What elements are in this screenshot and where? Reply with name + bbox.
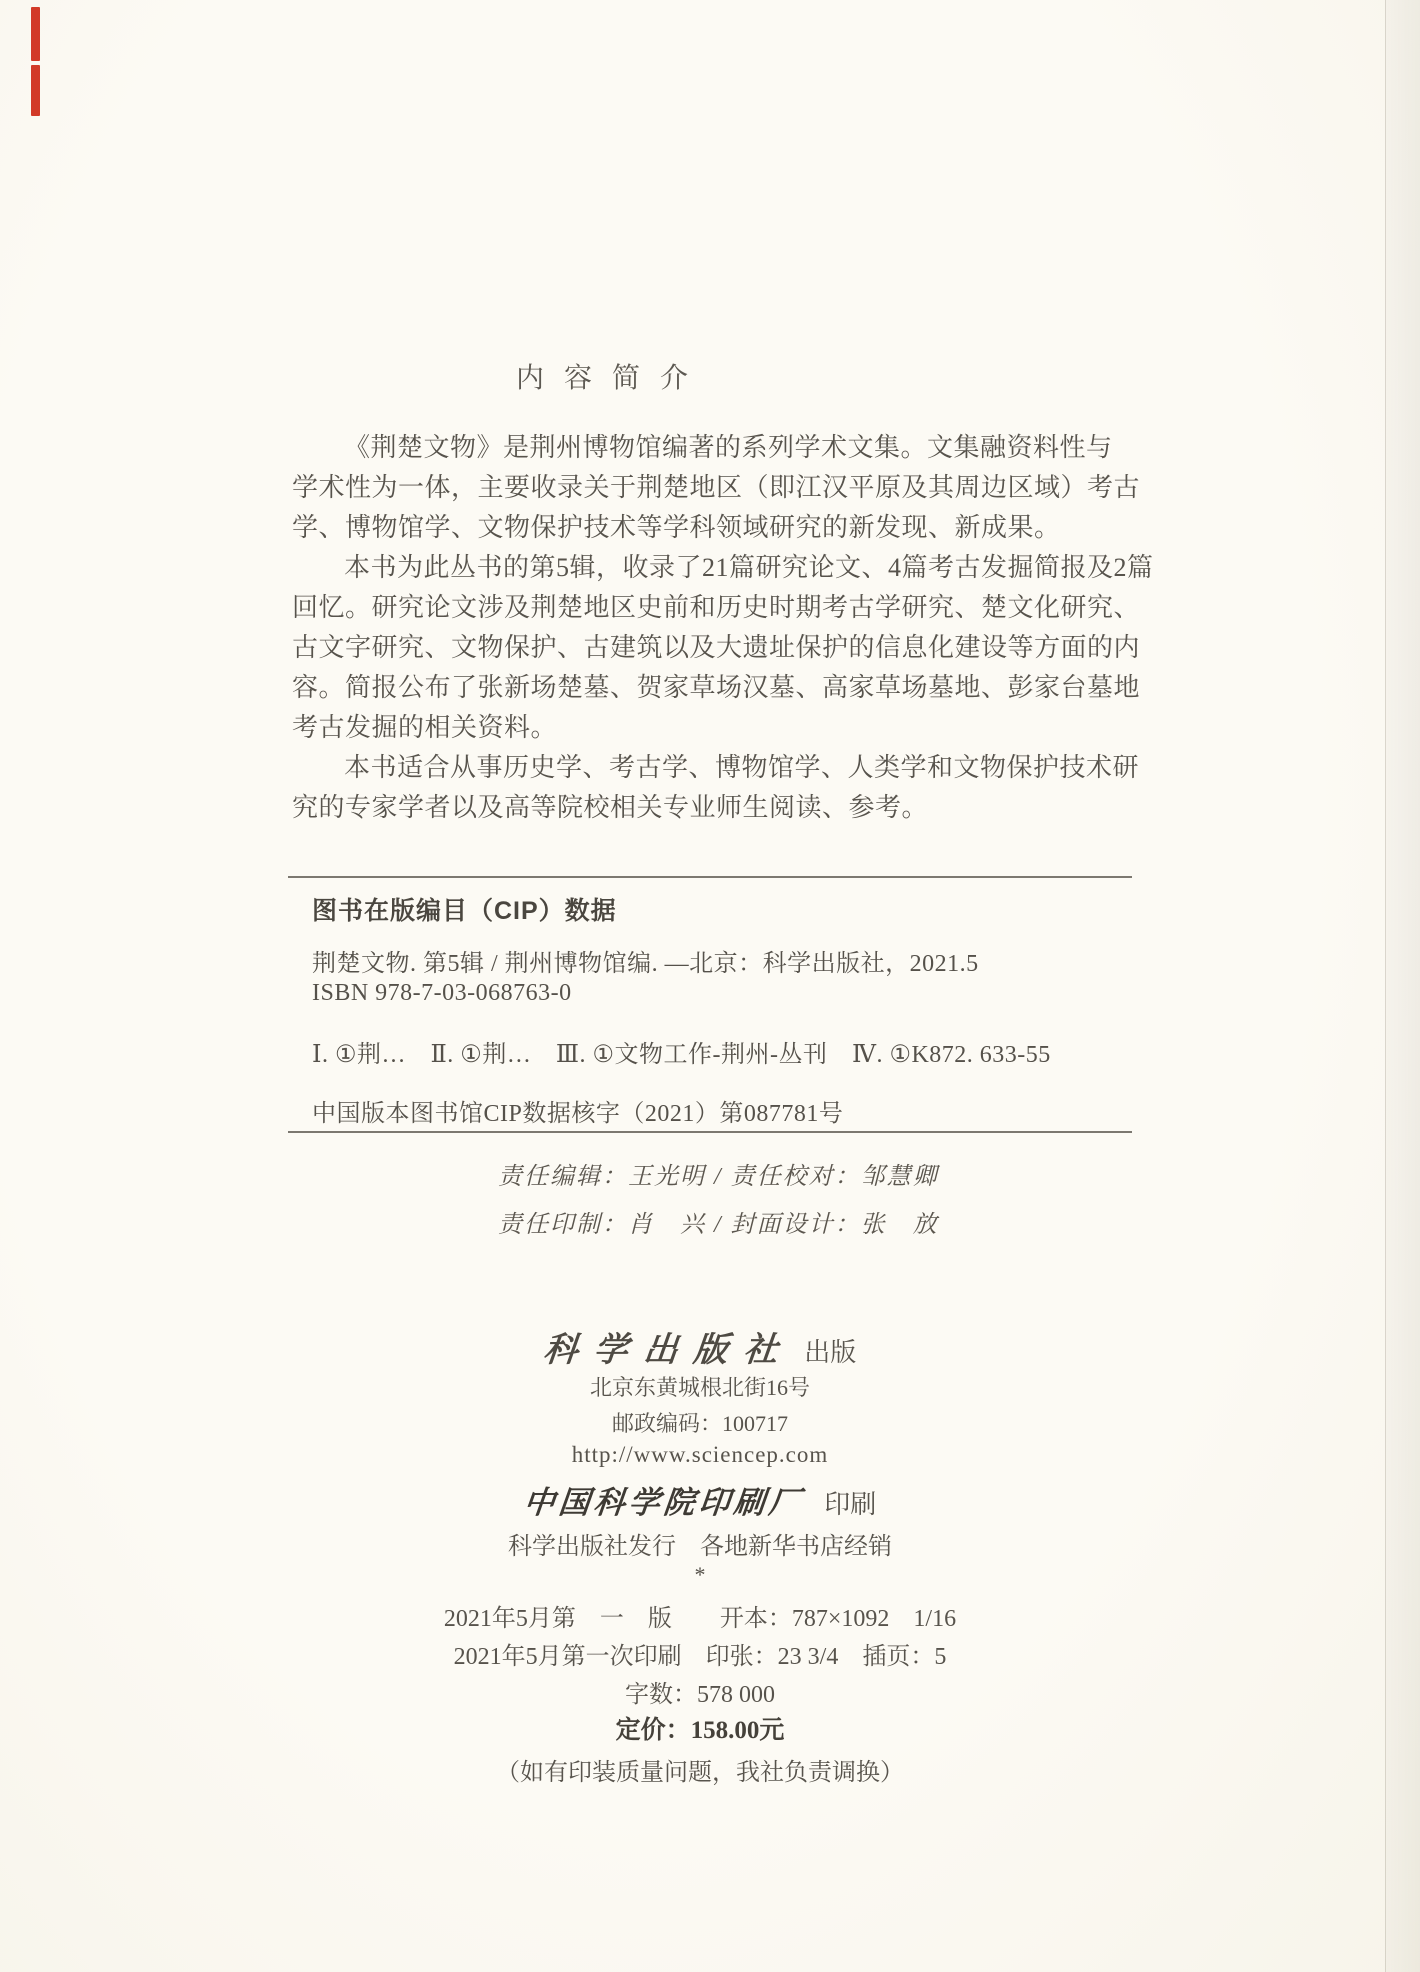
printing-design-credit-line: 责任印制：肖 兴 / 封面设计：张 放 xyxy=(498,1212,939,1238)
content-summary-body xyxy=(292,428,1154,828)
distribution-line: 科学出版社发行 各地新华书店经销 xyxy=(508,1534,892,1560)
summary-paragraph-line: 古文字研究、文物保护、古建筑以及大遗址保护的信息化建设等方面的内 xyxy=(292,633,1141,662)
asterisk-divider: * xyxy=(694,1562,706,1587)
summary-paragraph-line: 究的专家学者以及高等院校相关专业师生阅读、参考。 xyxy=(292,793,929,822)
word-count: 字数：578 000 xyxy=(625,1682,775,1708)
cip-heading: 图书在版编目（CIP）数据 xyxy=(312,897,617,925)
scanned-page-edge xyxy=(1385,0,1420,1972)
red-scan-mark xyxy=(31,65,40,116)
summary-paragraph-line: 回忆。研究论文涉及荆楚地区史前和历史时期考古学研究、楚文化研究、 xyxy=(292,593,1141,622)
printer-brush-logo: 中国科学院印刷厂 xyxy=(521,1485,806,1520)
summary-paragraph-line: 容。简报公布了张新场楚墓、贺家草场汉墓、高家草场墓地、彭家台墓地 xyxy=(292,673,1141,702)
publisher-website: http://www.sciencep.com xyxy=(571,1442,829,1467)
cip-classification: Ⅰ. ①荆… Ⅱ. ①荆… Ⅲ. ①文物工作-荆州-丛刊 Ⅳ. ①K872. 633-55 xyxy=(312,1042,1051,1068)
cip-registry-number: 中国版本图书馆CIP数据核字（2021）第087781号 xyxy=(312,1101,844,1127)
editor-credit-line: 责任编辑：王光明 / 责任校对：邹慧卿 xyxy=(498,1164,939,1190)
cip-record-line: 荆楚文物. 第5辑 / 荆州博物馆编. —北京：科学出版社，2021.5 xyxy=(312,951,979,977)
publisher-brush-logo: 科学出版社 xyxy=(541,1332,796,1369)
price: 定价：158.00元 xyxy=(615,1717,785,1744)
summary-paragraph-line: 本书为此丛书的第5辑，收录了21篇研究论文、4篇考古发掘简报及2篇 xyxy=(344,553,1154,582)
red-scan-mark xyxy=(31,7,40,61)
cip-top-rule xyxy=(288,876,1132,878)
summary-paragraph-line: 本书适合从事历史学、考古学、博物馆学、人类学和文物保护技术研 xyxy=(344,753,1140,782)
printer-line xyxy=(280,1477,1120,1522)
publisher-suffix: 出版 xyxy=(804,1338,857,1367)
postal-code: 邮政编码：100717 xyxy=(611,1411,788,1436)
summary-paragraph-line: 学、博物馆学、文物保护技术等学科领域研究的新发现、新成果。 xyxy=(292,513,1061,542)
edition-format-line: 2021年5月第 一 版 开本：787×1092 1/16 xyxy=(443,1606,957,1632)
quality-exchange-note: （如有印装质量问题，我社负责调换） xyxy=(496,1760,904,1786)
summary-paragraph-line: 学术性为一体，主要收录关于荆楚地区（即江汉平原及其周边区域）考古 xyxy=(292,473,1141,502)
summary-paragraph-line: 考古发掘的相关资料。 xyxy=(292,713,558,742)
printer-suffix: 印刷 xyxy=(824,1490,877,1519)
content-summary-title: 内容简介 xyxy=(516,363,709,394)
printing-sheets-line: 2021年5月第一次印刷 印张：23 3/4 插页：5 xyxy=(453,1644,947,1670)
isbn-number: ISBN 978-7-03-068763-0 xyxy=(312,980,572,1006)
summary-paragraph-line: 《荆楚文物》是荆州博物馆编著的系列学术文集。文集融资料性与 xyxy=(344,433,1113,462)
publisher-line xyxy=(280,1322,1120,1371)
publisher-address: 北京东黄城根北街16号 xyxy=(589,1375,810,1400)
cip-bottom-rule xyxy=(288,1131,1132,1133)
